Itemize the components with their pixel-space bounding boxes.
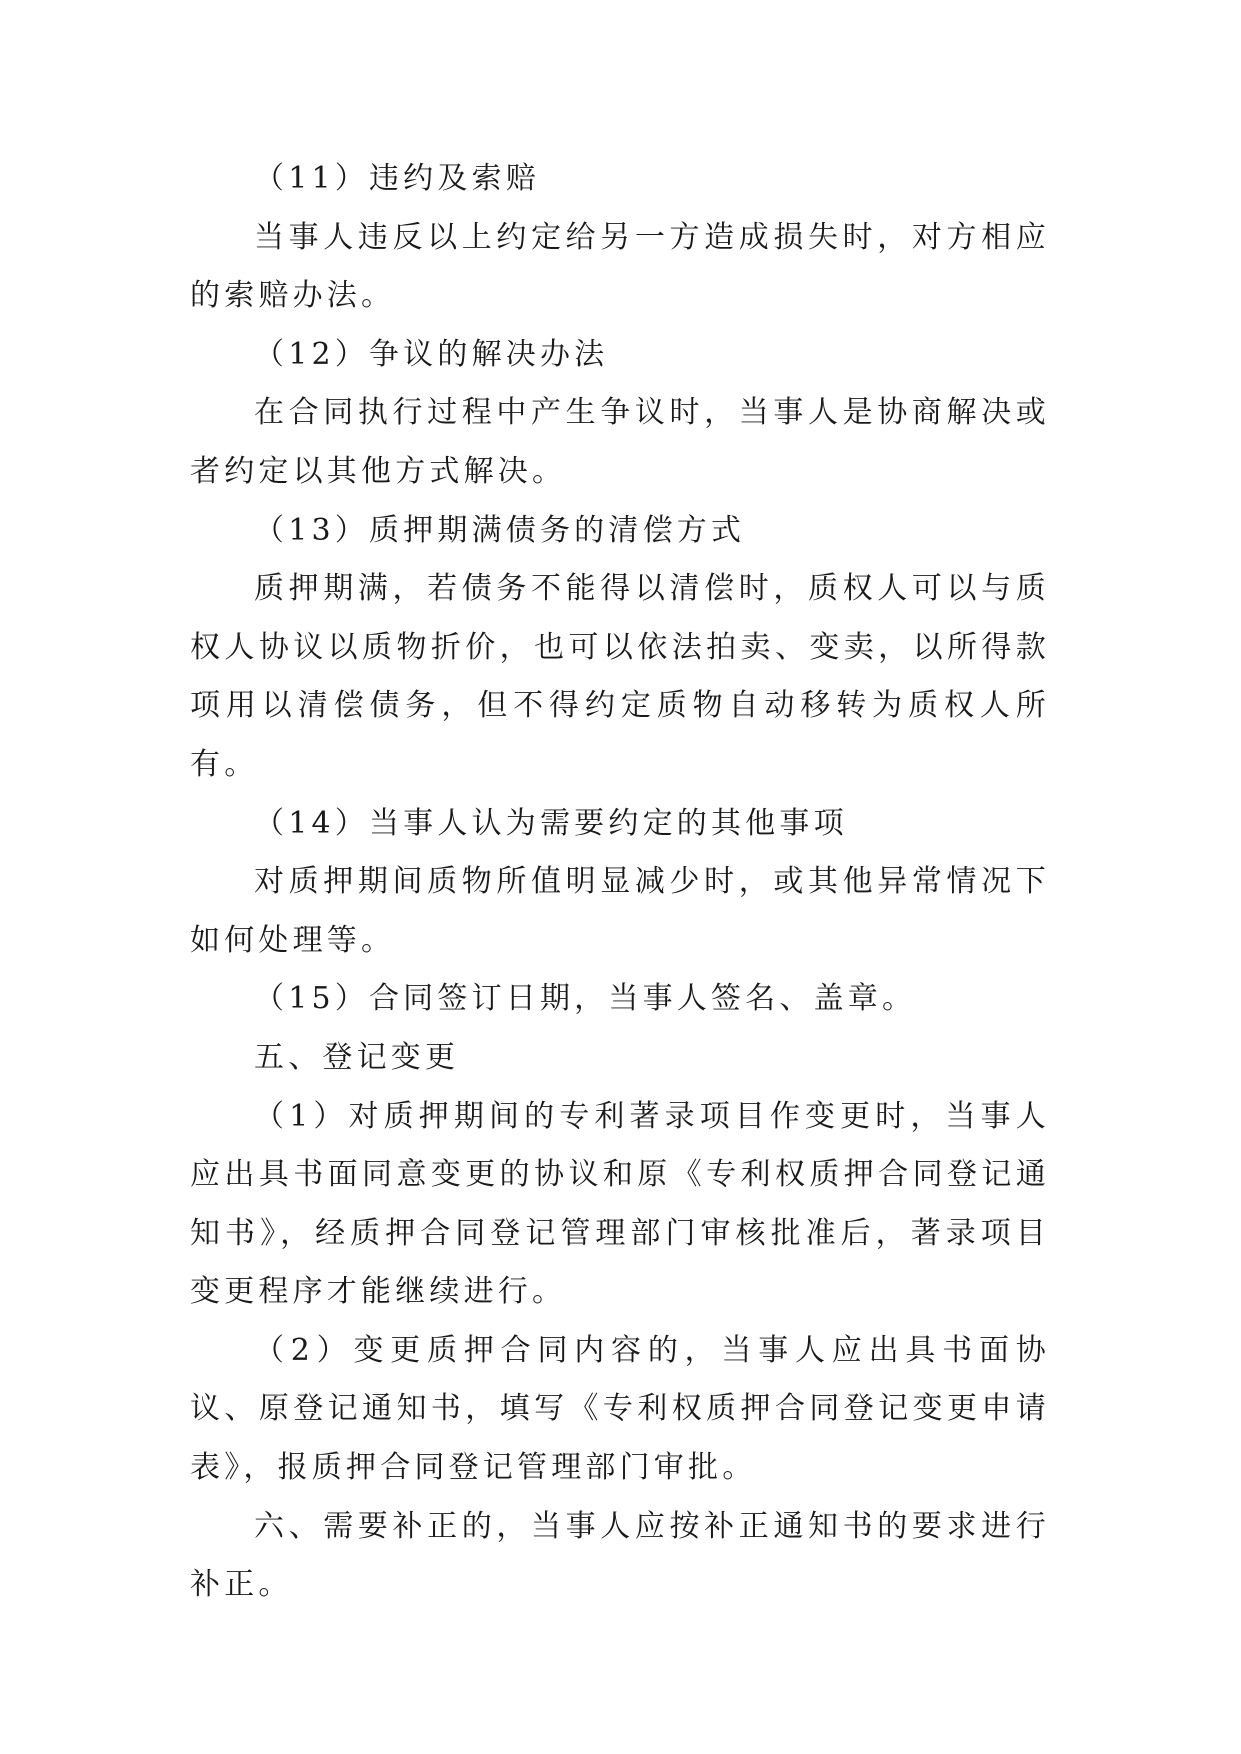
section-heading-signing: （15）合同签订日期，当事人签名、盖章。 xyxy=(254,981,917,1017)
paragraph-correction: 六、需要补正的，当事人应按补正通知书的要求进行补正。 xyxy=(190,1508,1050,1603)
chapter-heading-registration-change: 五、登记变更 xyxy=(254,1039,460,1075)
document-body xyxy=(190,150,1050,1615)
paragraph-change-1: （1）对质押期间的专利著录项目作变更时，当事人应出具书面同意变更的协议和原《专利权质押合同登记通知书》，经质押合同登记管理部门审核批准后，著录项目变更程序才能继续进行。 xyxy=(190,1098,1050,1310)
paragraph-other-matters: 对质押期间质物所值明显减少时，或其他异常情况下如何处理等。 xyxy=(190,864,1050,958)
section-heading-dispute: （12）争议的解决办法 xyxy=(254,336,609,372)
section-heading-other-matters: （14）当事人认为需要约定的其他事项 xyxy=(254,805,848,841)
section-heading-settlement: （13）质押期满债务的清偿方式 xyxy=(254,512,746,548)
paragraph-breach: 当事人违反以上约定给另一方造成损失时，对方相应的索赔办法。 xyxy=(190,219,1050,314)
paragraph-dispute: 在合同执行过程中产生争议时，当事人是协商解决或者约定以其他方式解决。 xyxy=(190,395,1050,489)
paragraph-change-2: （2）变更质押合同内容的，当事人应出具书面协议、原登记通知书，填写《专利权质押合同登记变更申请表》，报质押合同登记管理部门审批。 xyxy=(190,1332,1050,1486)
section-heading-breach: （11）违约及索赔 xyxy=(254,161,540,196)
paragraph-settlement: 质押期满，若债务不能得以清偿时，质权人可以与质权人协议以质物折价，也可以依法拍卖、变卖，以所得款项用以清偿债务，但不得约定质物自动移转为质权人所有。 xyxy=(190,571,1050,782)
